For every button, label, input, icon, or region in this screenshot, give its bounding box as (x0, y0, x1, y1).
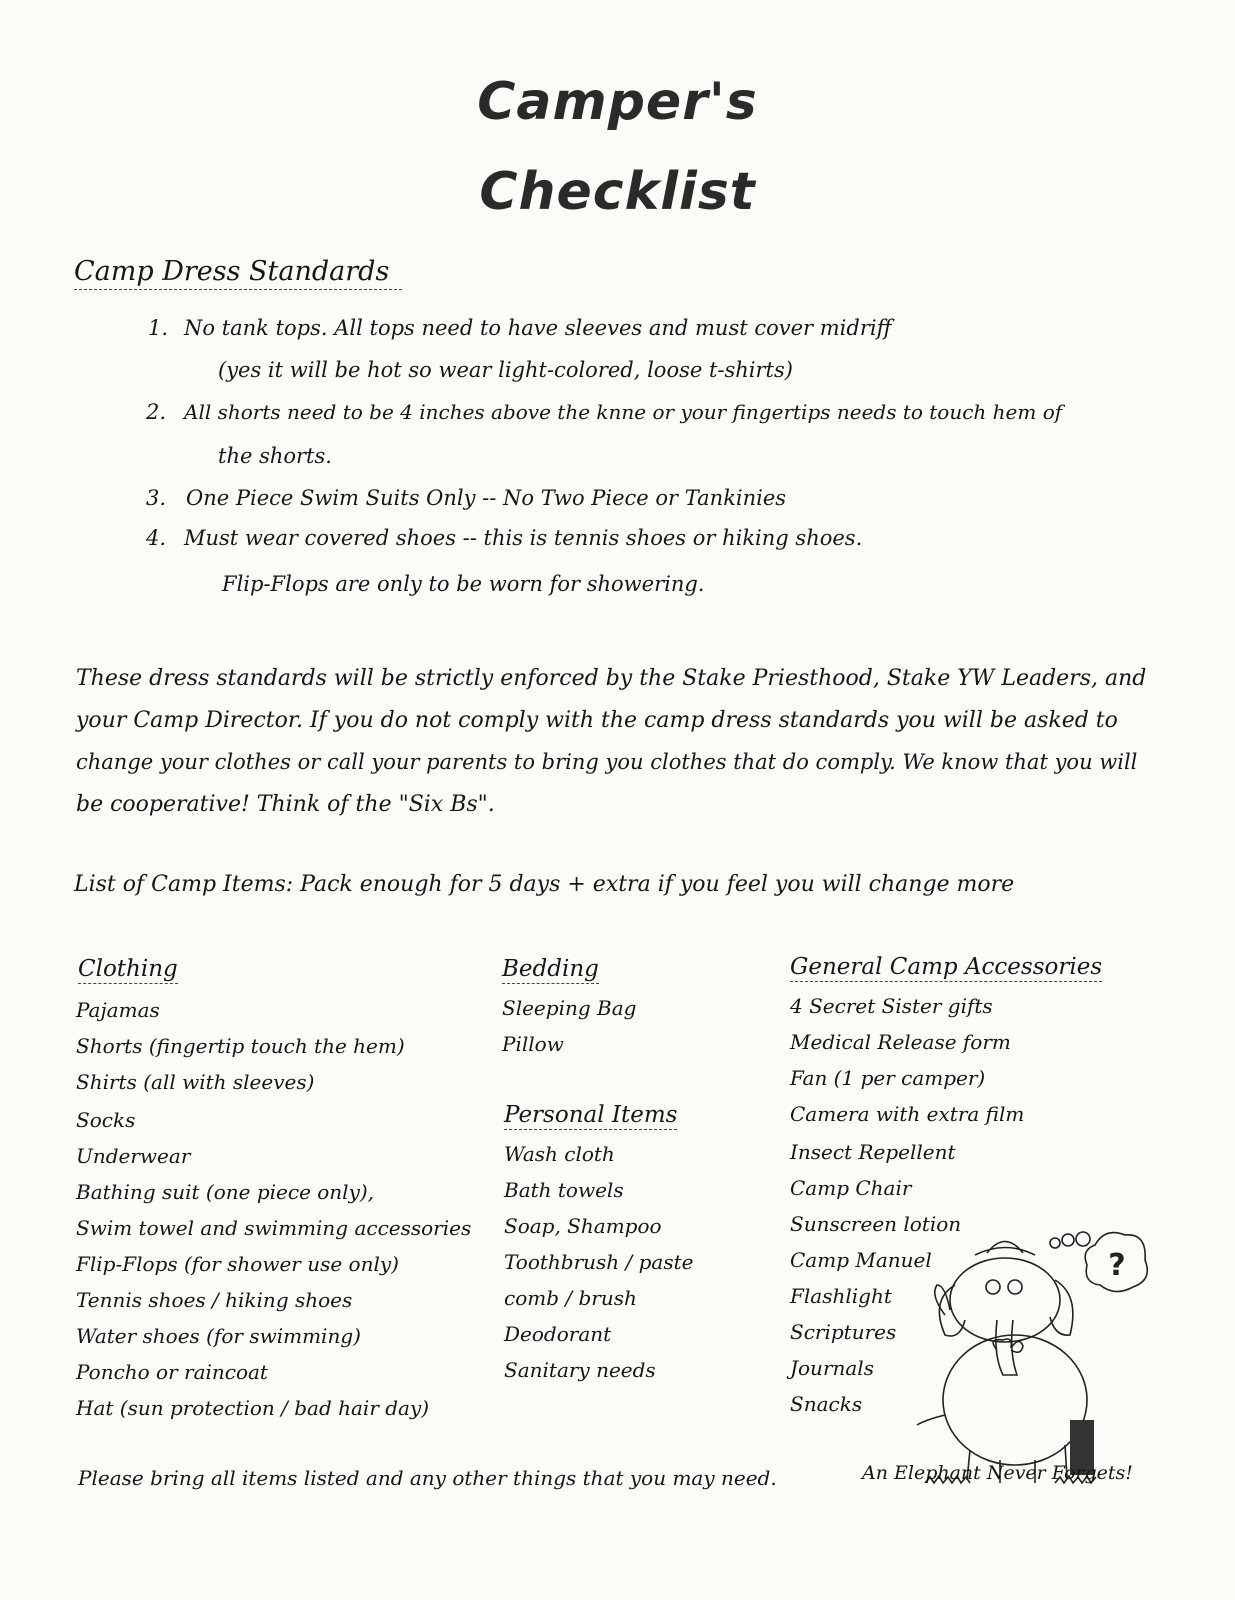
general-item: Fan (1 per camper) (790, 1066, 986, 1090)
clothing-item: Hat (sun protection / bad hair day) (76, 1396, 430, 1420)
personal-item: Deodorant (504, 1322, 612, 1346)
clothing-item: Shorts (fingertip touch the hem) (76, 1034, 405, 1058)
general-item: 4 Secret Sister gifts (790, 994, 993, 1018)
clothing-item: Poncho or raincoat (76, 1360, 268, 1384)
general-item: Camera with extra film (790, 1102, 1025, 1126)
clothing-item: Swim towel and swimming accessories (76, 1216, 472, 1240)
general-item: Journals (790, 1356, 874, 1380)
rule-1-text: No tank tops. All tops need to have sleeves and must cover midriff (184, 316, 892, 340)
clothing-heading: Clothing (78, 956, 178, 982)
rule-4-continuation: Flip-Flops are only to be worn for showering. (222, 572, 705, 596)
clothing-item: Water shoes (for swimming) (76, 1324, 361, 1348)
general-item: Flashlight (790, 1284, 892, 1308)
footer-note: Please bring all items listed and any other things that you may need. (78, 1466, 777, 1490)
personal-item: comb / brush (504, 1286, 637, 1310)
list-intro: List of Camp Items: Pack enough for 5 days + extra if you feel you will change more (74, 872, 1015, 897)
elephant-illustration-icon (905, 1225, 1155, 1495)
thought-bubble-question: ? (1108, 1248, 1126, 1283)
rule-2-continuation: the shorts. (218, 444, 332, 468)
dress-standards-heading: Camp Dress Standards (74, 256, 402, 290)
enforcement-line-3: change your clothes or call your parents to bring you clothes that do comply. We know that you will (76, 750, 1138, 774)
personal-items-heading: Personal Items (504, 1102, 678, 1128)
clothing-item: Socks (76, 1108, 136, 1132)
general-item: Scriptures (790, 1320, 897, 1344)
personal-item: Bath towels (504, 1178, 624, 1202)
clothing-item: Tennis shoes / hiking shoes (76, 1288, 353, 1312)
general-item: Medical Release form (790, 1030, 1011, 1054)
bedding-item: Pillow (502, 1032, 564, 1056)
enforcement-line-1: These dress standards will be strictly enforced by the Stake Priesthood, Stake YW Leaders, and (76, 666, 1147, 691)
clothing-item: Flip-Flops (for shower use only) (76, 1252, 399, 1276)
personal-item: Sanitary needs (504, 1358, 656, 1382)
general-accessories-heading: General Camp Accessories (790, 954, 1103, 980)
bedding-item: Sleeping Bag (502, 996, 637, 1020)
rule-4-number: 4. (146, 526, 167, 550)
rule-1-number: 1. (148, 316, 169, 340)
bedding-heading: Bedding (502, 956, 599, 982)
elephant-caption: An Elephant Never Forgets! (862, 1462, 1133, 1484)
general-item: Snacks (790, 1392, 863, 1416)
enforcement-line-2: your Camp Director. If you do not comply with the camp dress standards you will be asked to (76, 708, 1118, 733)
document-title-line2: Checklist (479, 162, 756, 222)
enforcement-line-4: be cooperative! Think of the "Six Bs". (76, 792, 495, 817)
personal-item: Soap, Shampoo (504, 1214, 662, 1238)
rule-3-number: 3. (146, 486, 167, 510)
general-item: Insect Repellent (790, 1140, 956, 1164)
clothing-item: Shirts (all with sleeves) (76, 1070, 315, 1094)
rule-2-number: 2. (146, 400, 167, 424)
general-item: Sunscreen lotion (790, 1212, 962, 1236)
document-title-line1: Camper's (477, 72, 758, 132)
clothing-item: Bathing suit (one piece only), (76, 1180, 375, 1204)
rule-2-text: All shorts need to be 4 inches above the knne or your fingertips needs to touch hem of (184, 400, 1063, 424)
general-item: Camp Chair (790, 1176, 912, 1200)
general-item: Camp Manuel (790, 1248, 932, 1272)
personal-item: Toothbrush / paste (504, 1250, 694, 1274)
clothing-item: Pajamas (76, 998, 160, 1022)
rule-4-text: Must wear covered shoes -- this is tennis shoes or hiking shoes. (184, 526, 863, 550)
clothing-item: Underwear (76, 1144, 191, 1168)
personal-item: Wash cloth (504, 1142, 615, 1166)
rule-1-continuation: (yes it will be hot so wear light-colored, loose t-shirts) (218, 358, 793, 382)
rule-3-text: One Piece Swim Suits Only -- No Two Piece or Tankinies (186, 486, 787, 510)
